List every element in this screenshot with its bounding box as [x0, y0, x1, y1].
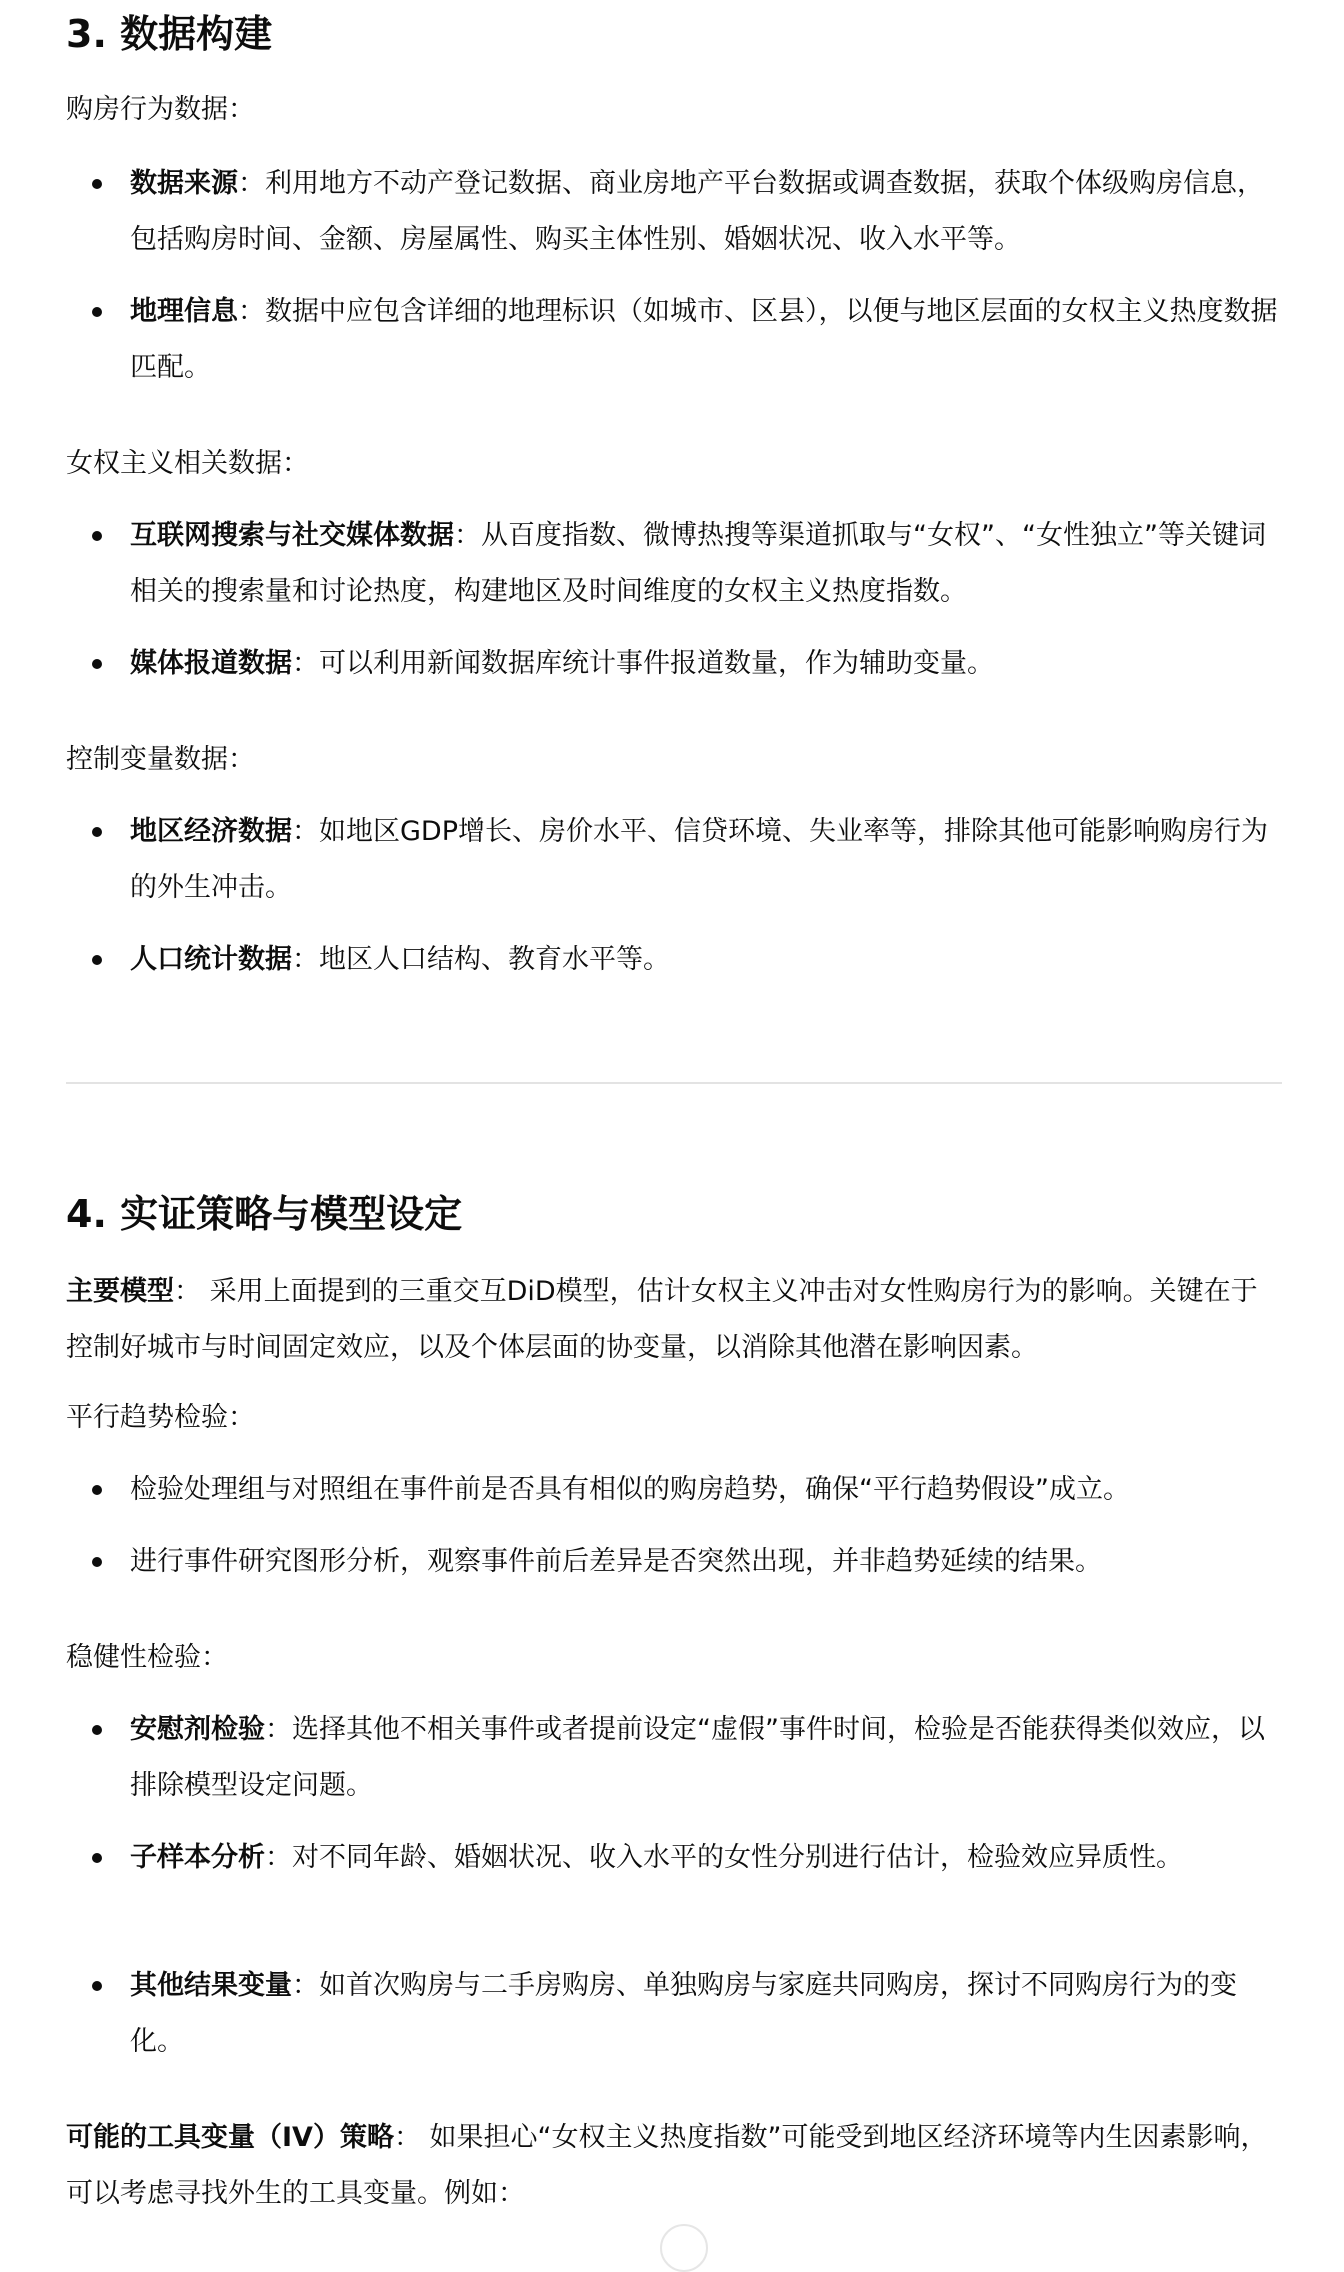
list-item: 地理信息：数据中应包含详细的地理标识（如城市、区县），以便与地区层面的女权主义热度数据匹配。: [66, 284, 1282, 396]
heading-purchase-data: 购房行为数据：: [66, 94, 255, 125]
list-item: 进行事件研究图形分析，观察事件前后差异是否突然出现，并非趋势延续的结果。: [66, 1534, 1282, 1590]
control-data-list: [66, 804, 1282, 988]
list-item: 人口统计数据：地区人口结构、教育水平等。: [66, 932, 1282, 988]
list-item: 子样本分析：对不同年龄、婚姻状况、收入水平的女性分别进行估计，检验效应异质性。: [66, 1830, 1282, 1942]
robustness-list: [66, 1702, 1282, 2070]
section-4-title: 4. 实证策略与模型设定: [66, 1192, 463, 1236]
feminism-data-list: [66, 508, 1282, 692]
list-item: 地区经济数据：如地区GDP增长、房价水平、信贷环境、失业率等，排除其他可能影响购房行为的外生冲击。: [66, 804, 1282, 916]
main-model-paragraph: 主要模型： 采用上面提到的三重交互DiD模型，估计女权主义冲击对女性购房行为的影响。关键在于控制好城市与时间固定效应，以及个体层面的协变量，以消除其他潜在影响因素。: [66, 1276, 1258, 1363]
heading-robustness: 稳健性检验：: [66, 1642, 228, 1673]
list-item: 数据来源：利用地方不动产登记数据、商业房地产平台数据或调查数据，获取个体级购房信息，包括购房时间、金额、房屋属性、购买主体性别、婚姻状况、收入水平等。: [66, 156, 1282, 268]
list-item: 媒体报道数据：可以利用新闻数据库统计事件报道数量，作为辅助变量。: [66, 636, 1282, 692]
section-divider: [66, 1082, 1282, 1084]
parallel-trend-list: [66, 1462, 1282, 1590]
purchase-data-list: [66, 156, 1282, 396]
list-item: 互联网搜索与社交媒体数据：从百度指数、微博热搜等渠道抓取与“女权”、“女性独立”等关键词相关的搜索量和讨论热度，构建地区及时间维度的女权主义热度指数。: [66, 508, 1282, 620]
list-item: 其他结果变量：如首次购房与二手房购房、单独购房与家庭共同购房，探讨不同购房行为的变化。: [66, 1958, 1282, 2070]
heading-parallel-trend: 平行趋势检验：: [66, 1402, 255, 1433]
heading-feminism-data: 女权主义相关数据：: [66, 448, 309, 479]
section-3-title: 3. 数据构建: [66, 12, 273, 56]
iv-strategy-paragraph: 可能的工具变量（IV）策略： 如果担心“女权主义热度指数”可能受到地区经济环境等内生因素影响，可以考虑寻找外生的工具变量。例如：: [66, 2122, 1268, 2209]
heading-control-data: 控制变量数据：: [66, 744, 255, 775]
list-item: 安慰剂检验：选择其他不相关事件或者提前设定“虚假”事件时间，检验是否能获得类似效应，以排除模型设定问题。: [66, 1702, 1282, 1814]
scroll-down-button[interactable]: [660, 2224, 708, 2272]
list-item: 检验处理组与对照组在事件前是否具有相似的购房趋势，确保“平行趋势假设”成立。: [66, 1462, 1282, 1518]
